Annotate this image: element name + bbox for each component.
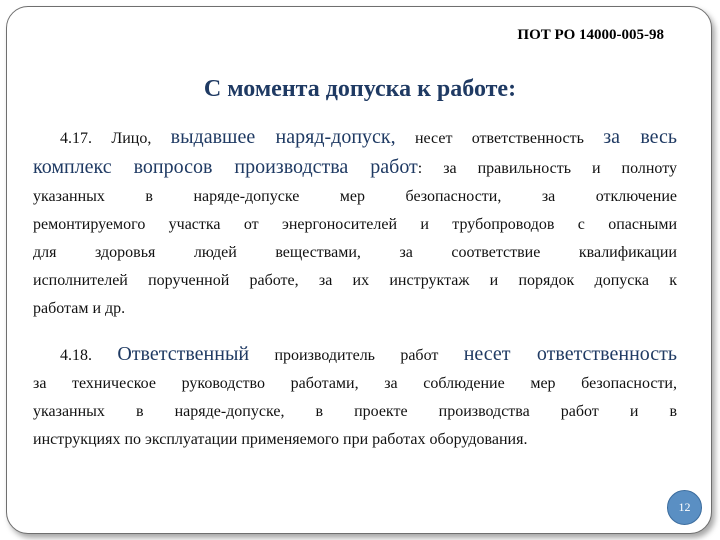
p2-number: 4.18. [60, 347, 92, 364]
p1-l1d: за весь [603, 126, 678, 148]
p2-l1a: Ответственный [117, 343, 250, 365]
p1-line-1 [33, 123, 677, 153]
p1-line-2 [33, 153, 677, 183]
p1-line-5: для здоровья людей веществами, за соответствие квалификации [33, 244, 677, 261]
p2-l1b: производитель работ [274, 347, 439, 364]
p1-l1c: несет ответственность [414, 130, 584, 147]
p1-l1b: выдавшее наряд-допуск, [170, 126, 396, 148]
p2-l1c: несет ответственность [463, 343, 678, 365]
paragraph-4-18 [33, 340, 677, 454]
p1-l1a: Лицо, [111, 130, 152, 147]
p1-line-3: указанных в наряде-допуске мер безопасности, за отключение [33, 188, 677, 205]
p2-line-1 [33, 340, 677, 370]
paragraph-4-17 [33, 123, 677, 323]
p1-l2a: комплекс вопросов производства работ [33, 156, 418, 178]
p2-line-2: за техническое руководство работами, за соблюдение мер безопасности, [33, 375, 677, 392]
p1-line-7: работам и др. [33, 300, 126, 317]
p1-line-6: исполнителей порученной работе, за их инструктаж и порядок допуска к [33, 272, 677, 289]
slide-title: С момента допуска к работе: [203, 76, 517, 102]
p2-line-3: указанных в наряде-допуске, в проекте производства работ и в [33, 403, 677, 420]
document-code: ПОТ РО 14000-005-98 [517, 27, 664, 43]
p1-l2b: : за правильность и полноту [417, 160, 677, 177]
p2-line-4: инструкциях по эксплуатации применяемого при работах оборудования. [33, 431, 528, 448]
p1-line-4: ремонтируемого участка от энергоносителей и трубопроводов с опасными [33, 216, 677, 233]
page-number-badge: 12 [667, 490, 702, 525]
p1-number: 4.17. [60, 130, 92, 147]
